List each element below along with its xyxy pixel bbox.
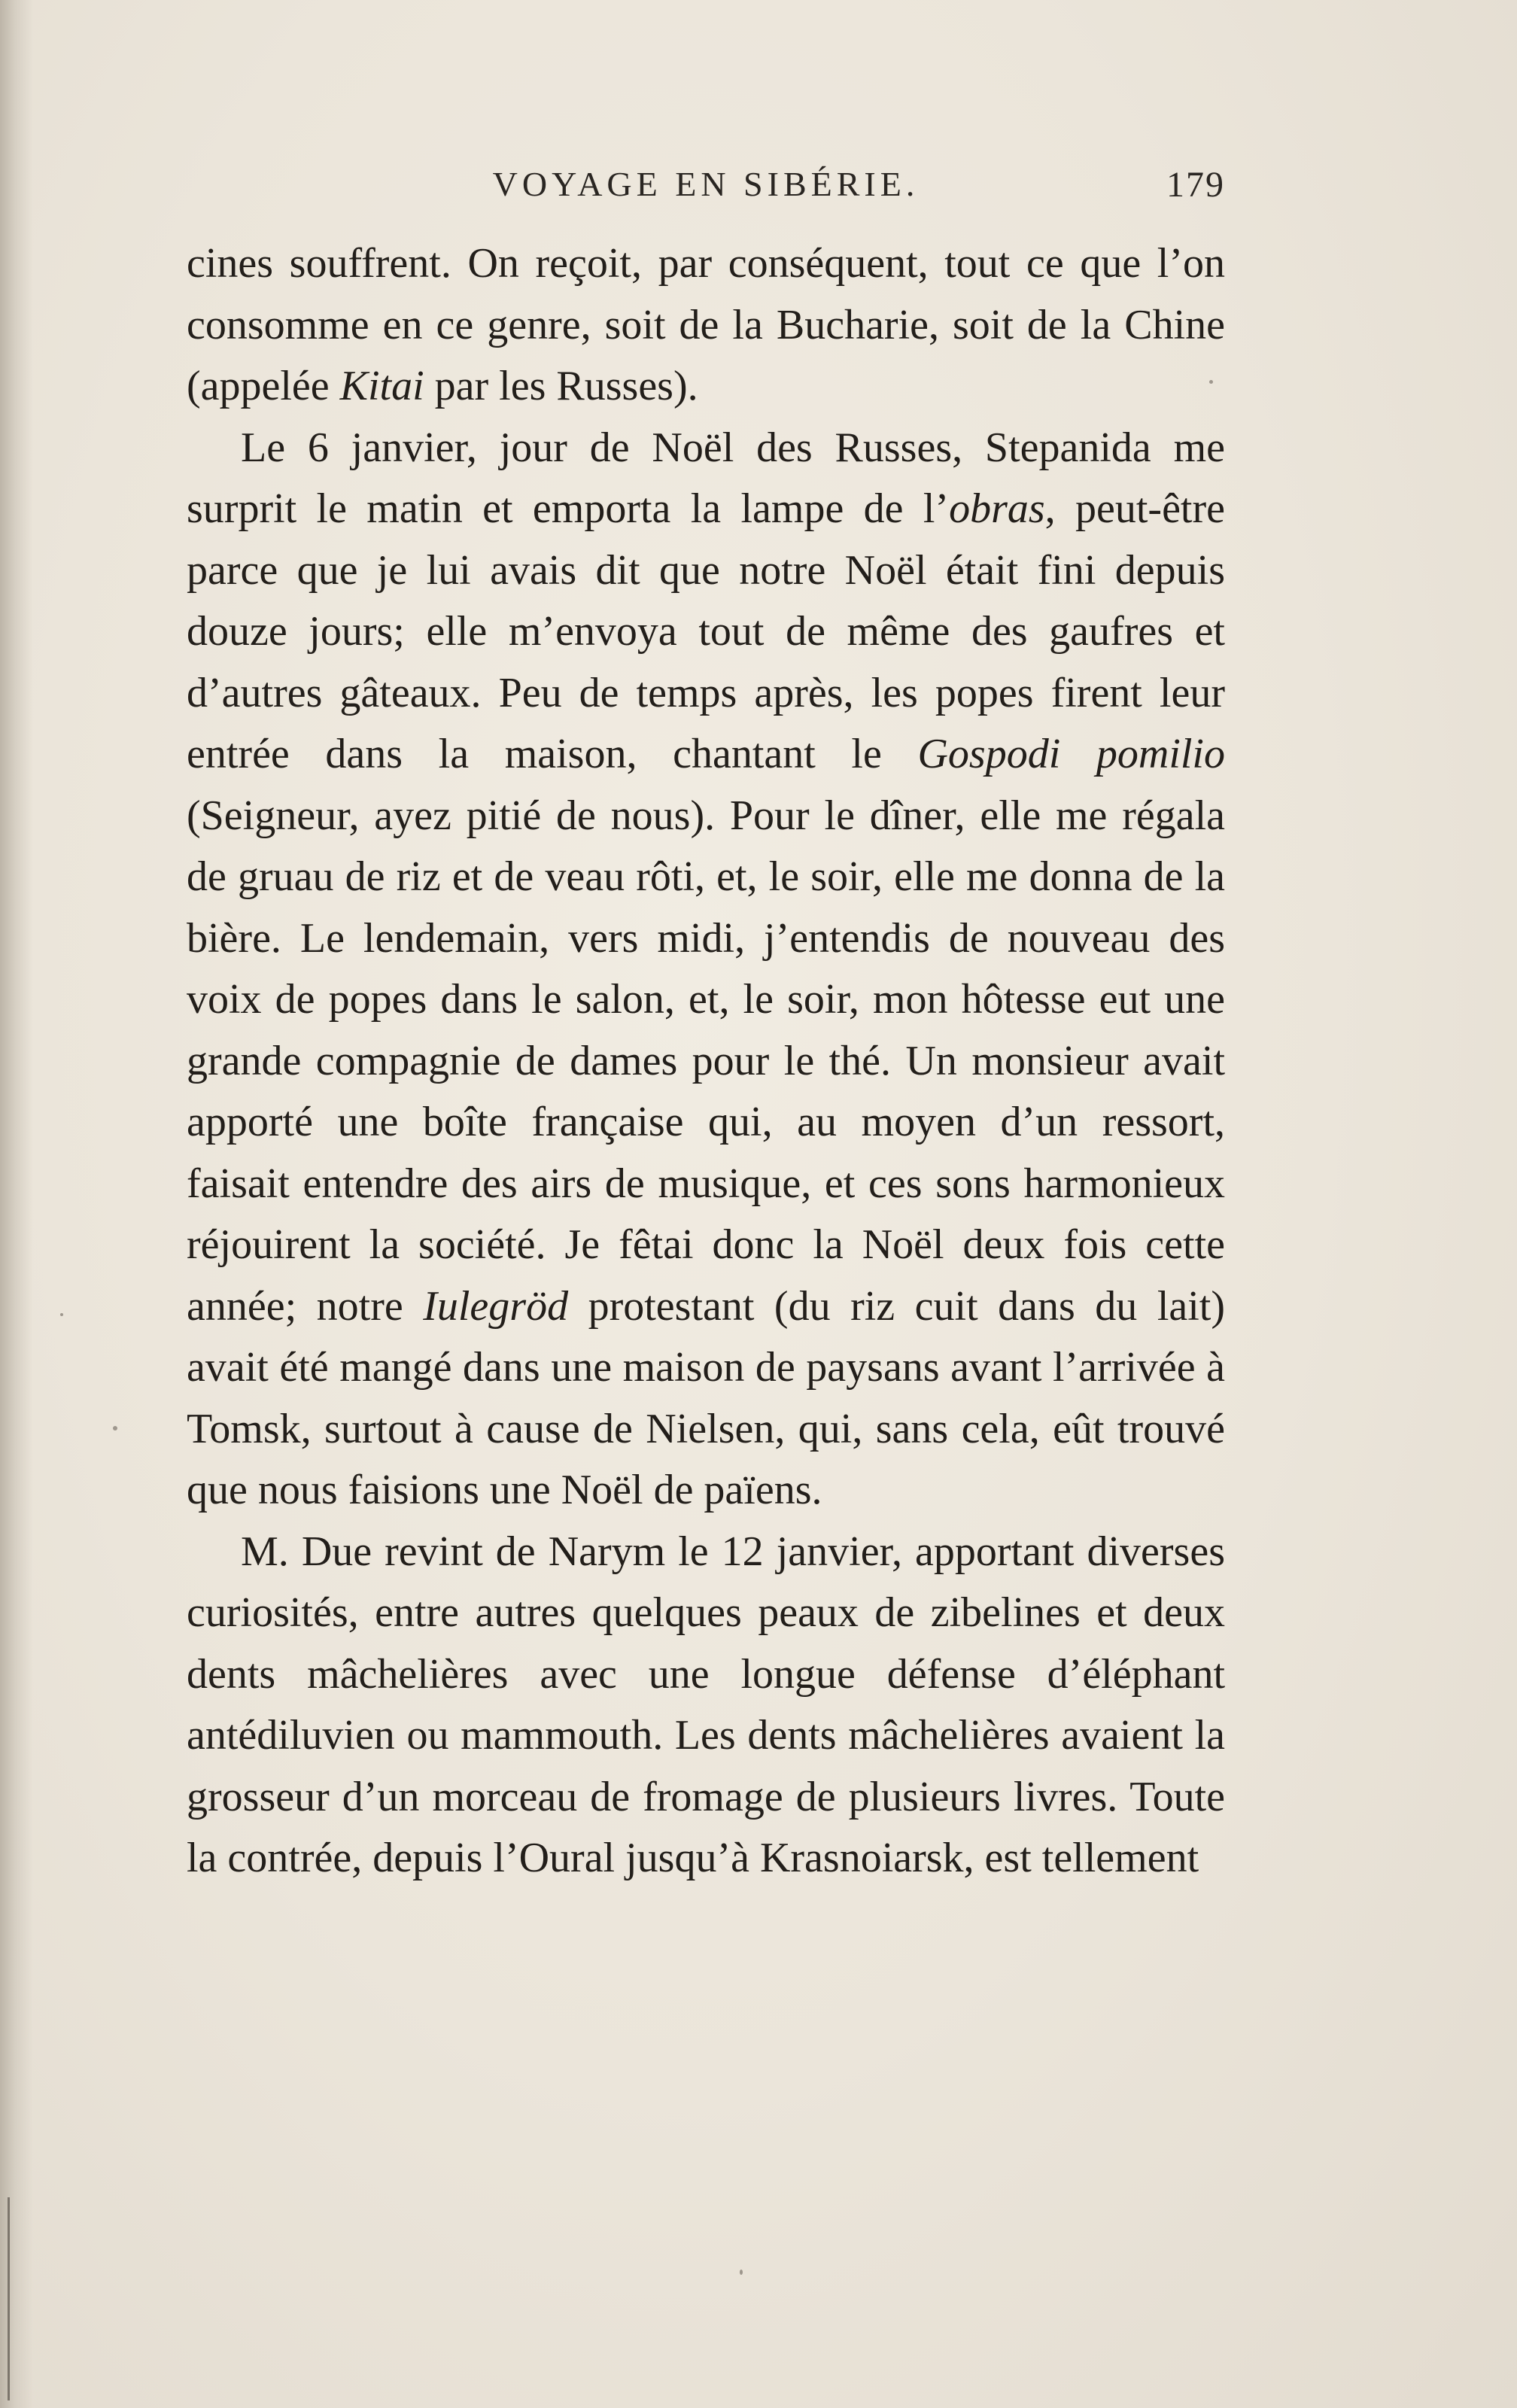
paragraph (187, 418, 1225, 1522)
paragraph (187, 233, 1225, 418)
paragraph (187, 1522, 1225, 1890)
italic-term: Iulegröd (423, 1282, 569, 1330)
text-run: , peut-être parce que je lui avais dit que notre Noël était fini depuis douze jours; elle m’envoya tout de même des gaufres et d’autres gâteaux. Peu de temps après, les popes firent leur entrée dans la maison, chantant le (187, 485, 1225, 777)
italic-term: Gospodi pomilio (917, 731, 1225, 777)
text-run: M. Due revint de Narym le 12 janvier, apportant diverses curiosités, entre autres quelques peaux de zibelines et deux dents mâchelières avec une longue défense d’éléphant antédiluvien ou mammouth. Les dents mâchelières avaient la grosseur d’un morceau de fromage de plusieurs livres. Toute la contrée, depuis l’Oural jusqu’à Krasnoiarsk, est tellement (187, 1528, 1225, 1881)
running-header (187, 164, 1225, 217)
page-number: 179 (1166, 165, 1225, 205)
page-edge-mark (8, 2197, 10, 2400)
paper-speck (740, 2270, 743, 2275)
paper-speck (60, 1313, 63, 1316)
paper-speck (1209, 380, 1213, 384)
text-run: cines souffrent. On reçoit, par conséquent, tout ce que l’on consomme en ce genre, soit de la Bucharie, soit de la Chine (appelée (187, 240, 1225, 409)
text-run: Le 6 janvier, jour de Noël des Russes, Stepanida me surprit le matin et emporta la lampe de l’ (187, 424, 1225, 532)
text-run: par les Russes). (424, 363, 698, 409)
body-text (187, 233, 1225, 1890)
italic-term: Kitai (339, 363, 424, 409)
binding-shadow (0, 0, 33, 2408)
running-title: VOYAGE EN SIBÉRIE. (492, 165, 920, 203)
paper-speck (113, 1426, 117, 1431)
italic-term: obras (949, 485, 1045, 532)
text-run: (Seigneur, ayez pitié de nous). Pour le dîner, elle me régala de gruau de riz et de veau rôti, et, le soir, elle me donna de la bière. Le lendemain, vers midi, j’entendis de nouveau des voix de popes dans le salon, et, le soir, mon hôtesse eut une grande compagnie de dames pour le thé. Un monsieur avait apporté une boîte française qui, au moyen d’un ressort, faisait entendre des airs de musique, et ces sons harmonieux réjouirent la société. Je fêtai donc la Noël deux fois cette année; notre (187, 792, 1225, 1330)
text-run: protestant (du riz cuit dans du lait) avait été mangé dans une maison de paysans avant l’arrivée à Tomsk, surtout à cause de Nielsen, qui, sans cela, eût trouvé que nous faisions une Noël de païens. (187, 1282, 1226, 1513)
